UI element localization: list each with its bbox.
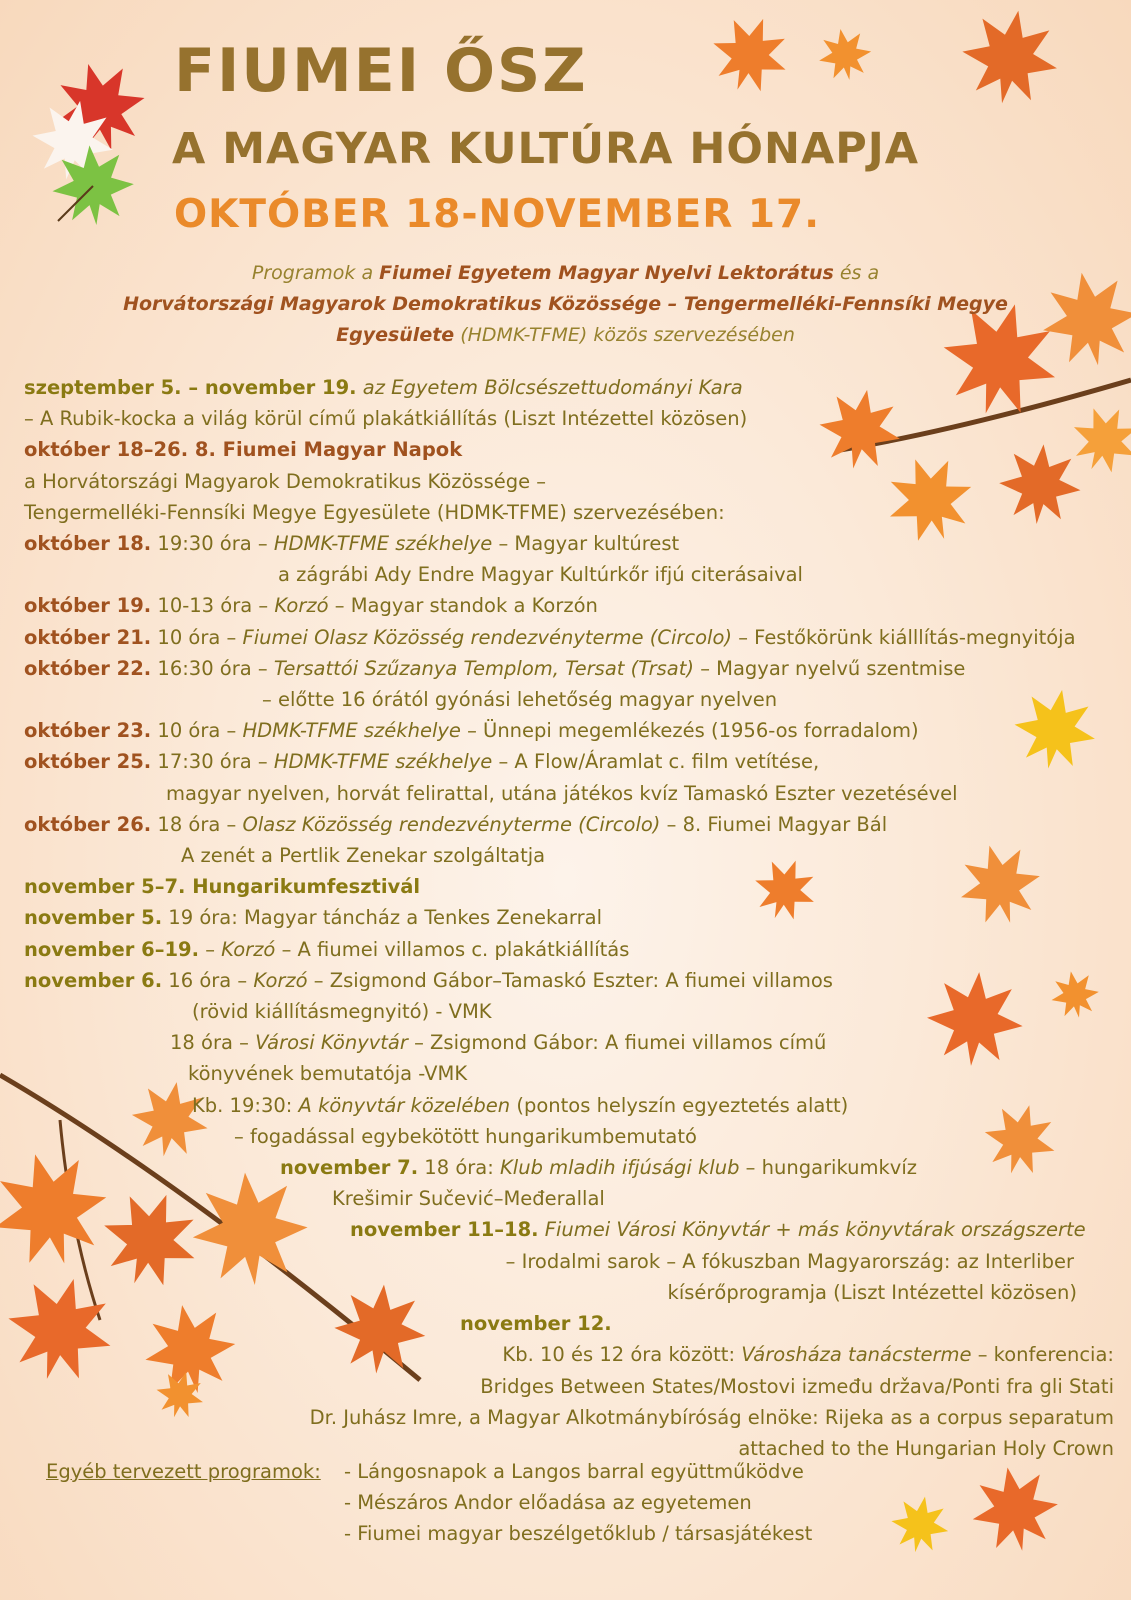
intro-text: és a — [833, 262, 880, 284]
program-line — [24, 1183, 1114, 1214]
program-time: 10-13 óra – — [151, 594, 275, 618]
program-date: november 6–19. — [24, 937, 199, 961]
program-text: magyar nyelven, horvát felirattal, utána játékos kvíz Tamaskó Eszter vezetésével — [166, 781, 958, 805]
program-place: Fiumei Olasz Közösség rendezvényterme (Circolo) — [242, 625, 733, 649]
program-text: (pontos helyszín egyeztetés alatt) — [510, 1093, 849, 1117]
leaves-decoration-top-right — [680, 0, 1131, 144]
program-place: Városháza tanácsterme — [741, 1343, 972, 1367]
organizer-name: Fiumei Egyetem Magyar Nyelvi Lektorátus — [379, 262, 834, 284]
program-text: – Festőkörünk kiálllítás-megnyitója — [732, 625, 1076, 649]
program-text: Bridges Between States/Mostovi između država/Ponti fra gli Stati — [480, 1374, 1114, 1398]
program-line — [24, 1339, 1114, 1370]
program-text: attached to the Hungarian Holy Crown — [738, 1436, 1114, 1460]
program-date: október 23. — [24, 719, 152, 743]
intro-text: (HDMK-TFME) közös szervezésében — [454, 324, 795, 346]
program-date: szeptember 5. – november 19. — [24, 376, 357, 399]
organizer-name: Egyesülete — [336, 324, 455, 346]
other-programs-list — [344, 1456, 812, 1550]
program-text: könyvének bemutatója -VMK — [188, 1062, 468, 1086]
program-time: 10 óra – — [151, 625, 243, 649]
program-text: – Magyar standok a Korzón — [328, 594, 598, 618]
program-time: 18 óra – — [170, 1031, 256, 1055]
program-time: 10 óra – — [151, 719, 243, 743]
program-text: – Magyar kultúrest — [492, 532, 680, 556]
program-line — [24, 902, 1114, 933]
program-time: 16:30 óra – — [151, 656, 274, 680]
program-line — [24, 622, 1114, 653]
program-place: HDMK-TFME székhelye — [273, 532, 493, 556]
program-line — [24, 1214, 1114, 1245]
program-place: HDMK-TFME székhelye — [273, 750, 493, 774]
program-line — [24, 778, 1114, 809]
program-text: – fogadással egybekötött hungarikumbemutató — [234, 1124, 697, 1148]
program-place: HDMK-TFME székhelye — [242, 719, 461, 743]
program-time: 16 óra – — [162, 968, 254, 992]
list-item: - Fiumei magyar beszélgetőklub / társasjátékest — [344, 1522, 813, 1546]
program-line — [24, 1152, 1114, 1183]
leaves-decoration-bottom-right — [880, 1450, 1100, 1594]
program-text: – — [199, 937, 222, 961]
intro-paragraph — [0, 258, 1131, 351]
program-date: október 18. — [24, 532, 152, 556]
program-place: Klub mladih ifjúsági klub — [500, 1156, 740, 1180]
program-time: 19:30 óra – — [151, 532, 274, 556]
program-date: november 11–18. — [350, 1218, 539, 1242]
program-date: november 12. — [460, 1312, 612, 1336]
program-text: Dr. Juhász Imre, a Magyar Alkotmánybíróság elnöke: Rijeka as a corpus separatum — [309, 1405, 1114, 1429]
program-line — [24, 466, 1114, 497]
program-text: – hungarikumkvíz — [739, 1156, 917, 1180]
program-text: (rövid kiállításmegnyitó) - VMK — [192, 1000, 492, 1024]
program-line — [24, 528, 1114, 559]
program-line — [24, 871, 1114, 902]
program-line — [24, 934, 1114, 965]
program-line — [24, 1090, 1114, 1121]
program-time: Kb. 19:30: — [192, 1093, 299, 1117]
program-date: november 7. — [280, 1156, 419, 1180]
program-place: az Egyetem Bölcsészettudományi Kara — [356, 376, 743, 399]
program-date: október 25. — [24, 750, 152, 774]
program-place: A könyvtár közelében — [298, 1093, 511, 1117]
program-place: Városi Könyvtár — [255, 1031, 408, 1055]
program-place: Korzó — [221, 937, 276, 961]
program-line — [24, 1246, 1114, 1277]
page-subtitle: A MAGYAR KULTÚRA HÓNAPJA — [172, 124, 920, 174]
event-dates: OKTÓBER 18-NOVEMBER 17. — [174, 192, 821, 237]
program-line — [24, 746, 1114, 777]
program-line — [24, 684, 1114, 715]
program-line — [24, 1027, 1114, 1058]
program-text: – konferencia: — [971, 1343, 1114, 1367]
program-line — [24, 809, 1114, 840]
program-text: – A Flow/Áramlat c. film vetítése, — [492, 750, 820, 774]
program-time: Kb. 10 és 12 óra között: — [502, 1343, 742, 1367]
program-text: a zágrábi Ady Endre Magyar Kultúrkőr ifjú citerásaival — [278, 563, 803, 587]
intro-text: Programok a — [251, 262, 380, 284]
program-line — [24, 590, 1114, 621]
program-text: – 8. Fiumei Magyar Bál — [660, 812, 888, 836]
program-text: – Zsigmond Gábor–Tamaskó Eszter: A fiumei villamos — [307, 968, 833, 992]
program-place: Tersattói Szűzanya Templom, Tersat (Trsat) — [273, 656, 694, 680]
program-line — [24, 1277, 1114, 1308]
program-line — [24, 653, 1114, 684]
program-date: október 26. — [24, 812, 152, 836]
program-line — [24, 497, 1114, 528]
program-date: november 6. — [24, 968, 163, 992]
program-place: Fiumei Városi Könyvtár + más könyvtárak országszerte — [538, 1218, 1086, 1242]
program-line — [24, 1058, 1114, 1089]
list-item: - Mészáros Andor előadása az egyetemen — [344, 1491, 752, 1515]
program-date: november 5–7. Hungarikumfesztivál — [24, 875, 421, 899]
organizer-name: Horvátországi Magyarok Demokratikus Közössége – Tengermelléki-Fennsíki Megye — [123, 293, 1008, 315]
list-item: - Lángosnapok a Langos barral együttműködve — [344, 1460, 804, 1483]
program-text: 19 óra: Magyar táncház a Tenkes Zenekarral — [162, 906, 602, 930]
program-text: – előtte 16 órától gyónási lehetőség magyar nyelven — [262, 688, 778, 712]
program-text: – A fiumei villamos c. plakátkiállítás — [275, 937, 630, 961]
program-text: Tengermelléki-Fennsíki Megye Egyesülete (HDMK-TFME) szervezésében: — [24, 500, 725, 524]
program-text: A zenét a Pertlik Zenekar szolgáltatja — [181, 844, 546, 868]
program-time: 17:30 óra – — [151, 750, 274, 774]
page-title: FIUMEI ŐSZ — [174, 36, 588, 106]
program-place: Olasz Közösség rendezvényterme (Circolo) — [242, 812, 661, 836]
program-text: Krešimir Sučević–Međerallal — [332, 1187, 605, 1211]
program-line — [24, 372, 1114, 403]
program-time: 18 óra – — [151, 812, 243, 836]
leaves-decoration-top-left — [18, 36, 148, 230]
program-place: Korzó — [274, 594, 329, 618]
program-line — [24, 1402, 1114, 1433]
program-list — [24, 372, 1114, 1464]
program-text: a Horvátországi Magyarok Demokratikus Közössége – — [24, 469, 547, 493]
program-time: 18 óra: — [418, 1156, 500, 1180]
program-text: – A Rubik-kocka a világ körül című plakátkiállítás (Liszt Intézettel közösen) — [24, 407, 748, 431]
program-date: október 22. — [24, 656, 152, 680]
other-programs-label: Egyéb tervezett programok: — [46, 1460, 321, 1483]
program-line — [24, 996, 1114, 1027]
program-line — [24, 1121, 1114, 1152]
program-line — [24, 403, 1114, 434]
program-text: kísérőprogramja (Liszt Intézettel közösen) — [667, 1280, 1077, 1304]
program-text: – Irodalmi sarok – A fókuszban Magyarország: az Interliber — [505, 1249, 1074, 1273]
program-date: október 19. — [24, 594, 152, 618]
program-line — [24, 1308, 1114, 1339]
program-date: október 18–26. 8. Fiumei Magyar Napok — [24, 438, 463, 462]
program-place: Korzó — [253, 968, 308, 992]
program-line — [24, 434, 1114, 465]
program-line — [24, 559, 1114, 590]
program-line — [24, 715, 1114, 746]
program-date: november 5. — [24, 906, 163, 930]
program-text: – Ünnepi megemlékezés (1956-os forradalom) — [460, 719, 919, 743]
program-line — [24, 840, 1114, 871]
program-text: – Magyar nyelvű szentmise — [694, 656, 966, 680]
program-line — [24, 965, 1114, 996]
program-text: – Zsigmond Gábor: A fiumei villamos című — [407, 1031, 827, 1055]
program-date: október 21. — [24, 625, 152, 649]
program-line — [24, 1371, 1114, 1402]
